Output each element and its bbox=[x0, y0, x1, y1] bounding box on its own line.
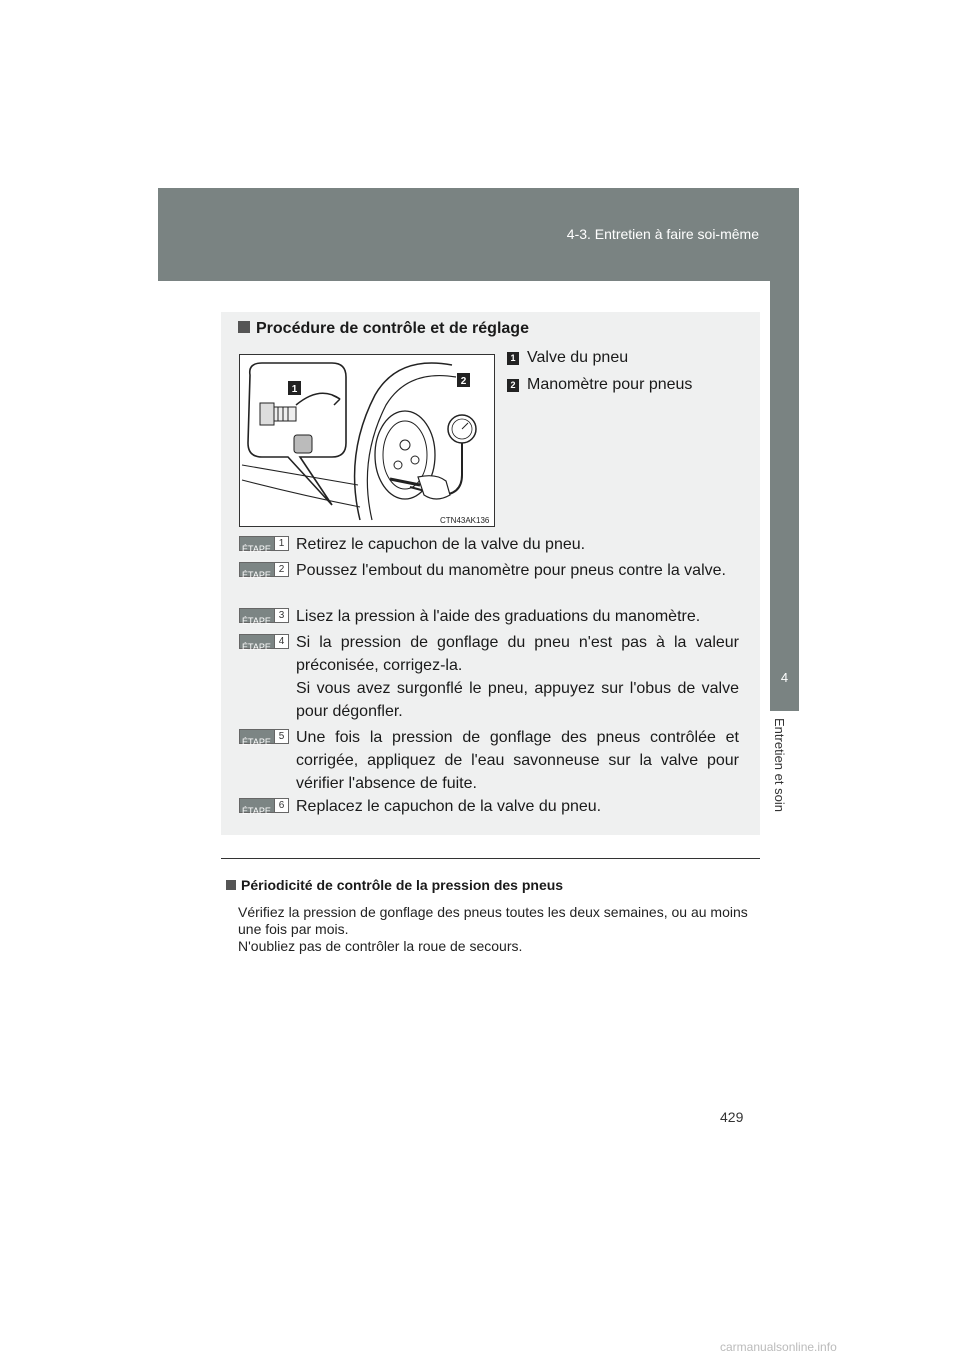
step-badge-6 bbox=[239, 798, 289, 816]
step-text-6: Replacez le capuchon de la valve du pneu. bbox=[296, 798, 602, 815]
note-line-1: Vérifiez la pression de gonflage des pneus toutes les deux semaines, ou au moins une fois par mois. bbox=[238, 904, 748, 937]
legend-item-2 bbox=[507, 376, 692, 394]
step-text-4b: Si vous avez surgonflé le pneu, appuyez sur l'obus de valve pour dégonfler. bbox=[296, 680, 739, 720]
legend-text-2: Manomètre pour pneus bbox=[527, 376, 693, 393]
step-number-1: 1 bbox=[274, 537, 288, 550]
step-badge-label-4: ÉTAPE bbox=[242, 642, 271, 652]
step-text-1: Retirez le capuchon de la valve du pneu. bbox=[296, 536, 586, 553]
note-title-text: Périodicité de contrôle de la pression des pneus bbox=[241, 877, 564, 893]
step-badge-label-6: ÉTAPE bbox=[242, 806, 271, 816]
square-bullet-icon bbox=[226, 880, 236, 890]
illustration-code: CTN43AK136 bbox=[440, 516, 490, 525]
step-badge-4 bbox=[239, 634, 289, 652]
step-6 bbox=[239, 795, 739, 818]
step-badge-label-3: ÉTAPE bbox=[242, 616, 271, 626]
step-badge-label-5: ÉTAPE bbox=[242, 737, 271, 747]
step-number-6: 6 bbox=[274, 799, 288, 812]
chapter-number: 4 bbox=[770, 645, 799, 711]
callout-2: 2 bbox=[460, 376, 467, 387]
step-text-5: Une fois la pression de gonflage des pneus contrôlée et corrigée, appliquez de l'eau savonneuse sur la valve pour vérifier l'absence de fuite. bbox=[296, 729, 739, 792]
step-badge-3 bbox=[239, 608, 289, 626]
step-number-2: 2 bbox=[274, 563, 288, 576]
illustration-svg bbox=[240, 355, 494, 526]
step-4 bbox=[239, 631, 739, 723]
procedure-title bbox=[238, 320, 529, 338]
side-tab-bar bbox=[770, 281, 799, 645]
step-number-4: 4 bbox=[274, 635, 288, 648]
step-badge-label-2: ÉTAPE bbox=[242, 570, 271, 580]
step-badge-1 bbox=[239, 536, 289, 554]
page-number: 429 bbox=[720, 1109, 744, 1125]
step-badge-label-1: ÉTAPE bbox=[242, 544, 271, 554]
watermark: carmanualsonline.info bbox=[720, 1340, 837, 1354]
step-text-4a: Si la pression de gonflage du pneu n'est pas à la valeur préconisée, corrigez-la. bbox=[296, 634, 739, 674]
step-2 bbox=[239, 559, 739, 582]
section-divider bbox=[221, 858, 760, 859]
callout-1: 1 bbox=[291, 384, 298, 395]
step-number-5: 5 bbox=[274, 730, 288, 743]
square-bullet-icon bbox=[238, 321, 250, 333]
section-header bbox=[158, 188, 799, 281]
legend-item-1 bbox=[507, 349, 628, 367]
step-1 bbox=[239, 533, 739, 556]
step-3 bbox=[239, 605, 739, 628]
note-title bbox=[226, 877, 563, 893]
tire-gauge-illustration bbox=[239, 354, 495, 527]
step-5 bbox=[239, 726, 739, 795]
chapter-label-wrap bbox=[772, 718, 796, 838]
legend-tag-1: 1 bbox=[507, 352, 519, 365]
note-line-2: N'oubliez pas de contrôler la roue de secours. bbox=[238, 938, 523, 954]
section-title: 4-3. Entretien à faire soi-même bbox=[566, 226, 759, 242]
step-number-3: 3 bbox=[274, 609, 288, 622]
step-badge-2 bbox=[239, 562, 289, 580]
step-badge-5 bbox=[239, 729, 289, 747]
procedure-title-text: Procédure de contrôle et de réglage bbox=[256, 320, 529, 337]
legend-tag-2: 2 bbox=[507, 379, 519, 392]
note-body bbox=[238, 904, 758, 955]
legend-text-1: Valve du pneu bbox=[527, 349, 629, 366]
step-text-2: Poussez l'embout du manomètre pour pneus contre la valve. bbox=[296, 562, 726, 579]
step-text-3: Lisez la pression à l'aide des graduations du manomètre. bbox=[296, 608, 701, 625]
chapter-label: Entretien et soin bbox=[772, 718, 787, 812]
